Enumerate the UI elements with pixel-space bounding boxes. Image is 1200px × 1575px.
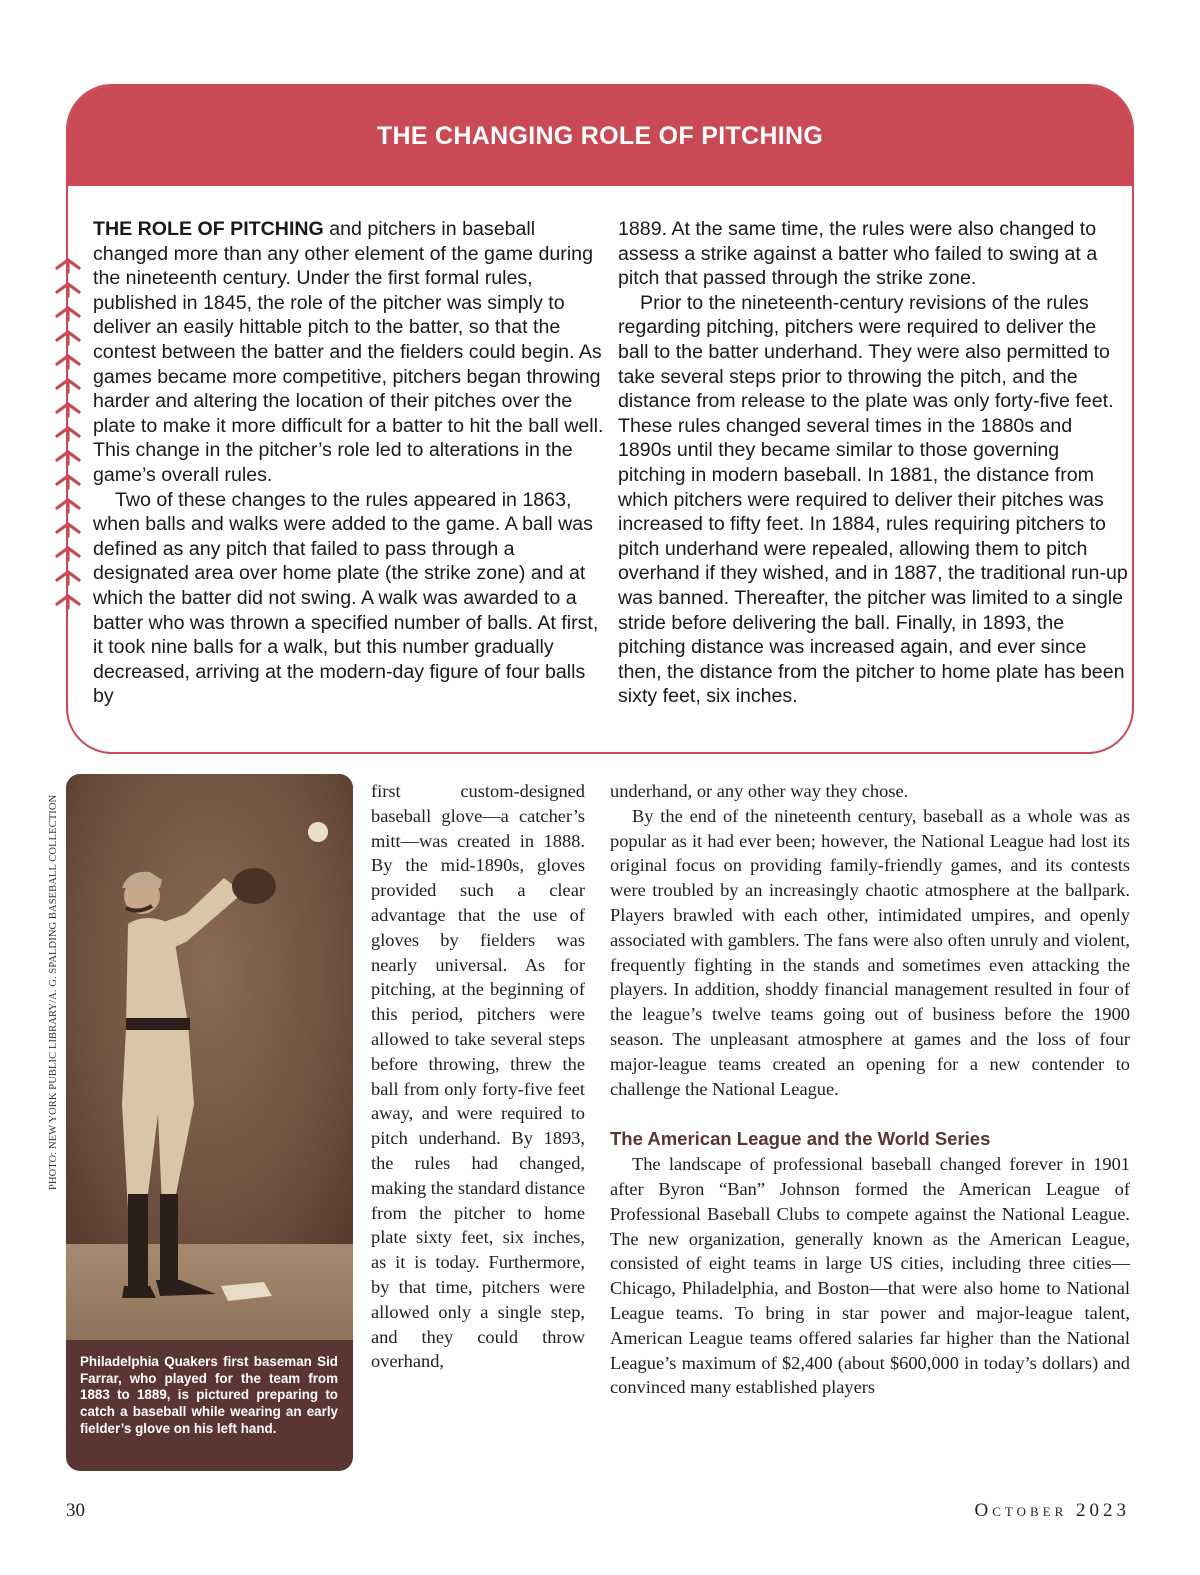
sidebar-column-1 (93, 217, 605, 709)
sidebar-column-2 (618, 217, 1130, 709)
issue-date: October 2023 (974, 1500, 1130, 1521)
body-column-2 (610, 779, 1130, 1400)
baseball-stitches-icon (53, 258, 83, 618)
page-number: 30 (66, 1500, 85, 1521)
sidebar-paragraph (93, 217, 605, 488)
sidebar-box (66, 84, 1134, 754)
section-subhead: The American League and the World Series (610, 1128, 991, 1150)
photo-credit: PHOTO: NEW YORK PUBLIC LIBRARY/A. G. SPALDING BASEBALL COLLECTION (48, 794, 59, 1190)
sidebar-title: THE CHANGING ROLE OF PITCHING (68, 86, 1132, 186)
body-paragraph: first custom-designed baseball glove—a catcher’s mitt—was created in 1888. By the mid-1890s, gloves provided such a clear advantage that the use of gloves by fielders was nearly universal. As for pitching, at the beginning of this period, pitchers were allowed to take several steps before throwing, threw the ball from only forty-five feet away, and were required to pitch underhand. By 1893, the rules had changed, making the standard distance from the pitcher to home plate sixty feet, six inches, as it is today. Furthermore, by that time, pitchers were allowed only a single step, and they could throw overhand, (371, 781, 585, 1372)
body-paragraph: By the end of the nineteenth century, baseball as a whole was as popular as it had ever been; however, the National League had lost its original focus on providing family-friendly games, and its contests were troubled by an increasingly chaotic atmosphere at the ballpark. Players brawled with each other, intimidated umpires, and openly associated with gamblers. The fans were also often unruly and violent, frequently fighting in the stands and sometimes even attacking the players. In addition, shoddy financial management resulted in four of the league’s twelve teams going out of business before the 1900 season. The unpleasant atmosphere at games and the loss of four major-league teams created an opening for a new contender to challenge the National League. (610, 805, 1130, 1099)
sidebar-paragraph: Prior to the nineteenth-century revisions of the rules regarding pitching, pitchers were required to deliver the ball to the batter underhand. They were also permitted to take several steps prior to throwing the pitch, and the distance from release to the plate was only forty-five feet. These rules changed several times in the 1880s and 1890s until they became similar to those governing pitching in modern baseball. In 1881, the distance from which pitchers were required to deliver their pitches was increased to fifty feet. In 1884, rules requiring pitchers to pitch underhand were repealed, allowing them to pitch overhand if they wished, and in 1887, the traditional run-up was banned. Thereafter, the pitcher was limited to a single stride before delivering the ball. Finally, in 1893, the pitching distance was increased again, and ever since then, the distance from the pitcher to home plate has been sixty feet, six inches. (618, 291, 1128, 708)
body-paragraph: underhand, or any other way they chose. (610, 781, 909, 801)
player-photo (66, 774, 353, 1340)
sidebar-paragraph: Two of these changes to the rules appeared in 1863, when balls and walks were added to the game. A ball was defined as any pitch that failed to pass through a designated area over home plate (the strike zone) and at which the batter did not swing. A walk was awarded to a batter who was thrown a specified number of balls. At first, it took nine balls for a walk, but this number gradually decreased, arriving at the modern-day figure of four balls by (93, 488, 599, 708)
body-paragraph: The landscape of professional baseball changed forever in 1901 after Byron “Ban” Johnson formed the American League of Professional Baseball Clubs to compete against the National League. The new organization, generally known as the American League, consisted of eight teams in large US cities, including three cities—Chicago, Philadelphia, and Boston—that were also home to National League teams. To bring in star power and major-league talent, American League teams offered salaries far higher than the National League’s maximum of $2,400 (about $600,000 in today’s dollars) and convinced many established players (610, 1154, 1130, 1398)
photo-figure (66, 774, 353, 1471)
sidebar-paragraph: 1889. At the same time, the rules were also changed to assess a strike against a batter who failed to swing at a pitch that passed through the strike zone. (618, 218, 1098, 290)
sidebar-leadin: THE ROLE OF PITCHING (93, 218, 324, 240)
photo-caption: Philadelphia Quakers first baseman Sid Farrar, who played for the team from 1883 to 1889, is pictured preparing to catch a baseball while wearing an early fielder’s glove on his left hand. (80, 1354, 338, 1436)
sidebar-paragraph-text: and pitchers in baseball changed more than any other element of the game during the nineteenth century. Under the first formal rules, published in 1845, the role of the pitcher was simply to deliver an easily hittable pitch to the batter, so that the contest between the batter and the fielders could begin. As games became more competitive, pitchers began throwing harder and altering the location of their pitches over the plate to make it more difficult for a batter to hit the ball well. This change in the pitcher’s role led to alterations in the game’s overall rules. (93, 218, 604, 486)
body-column-1 (371, 779, 585, 1374)
